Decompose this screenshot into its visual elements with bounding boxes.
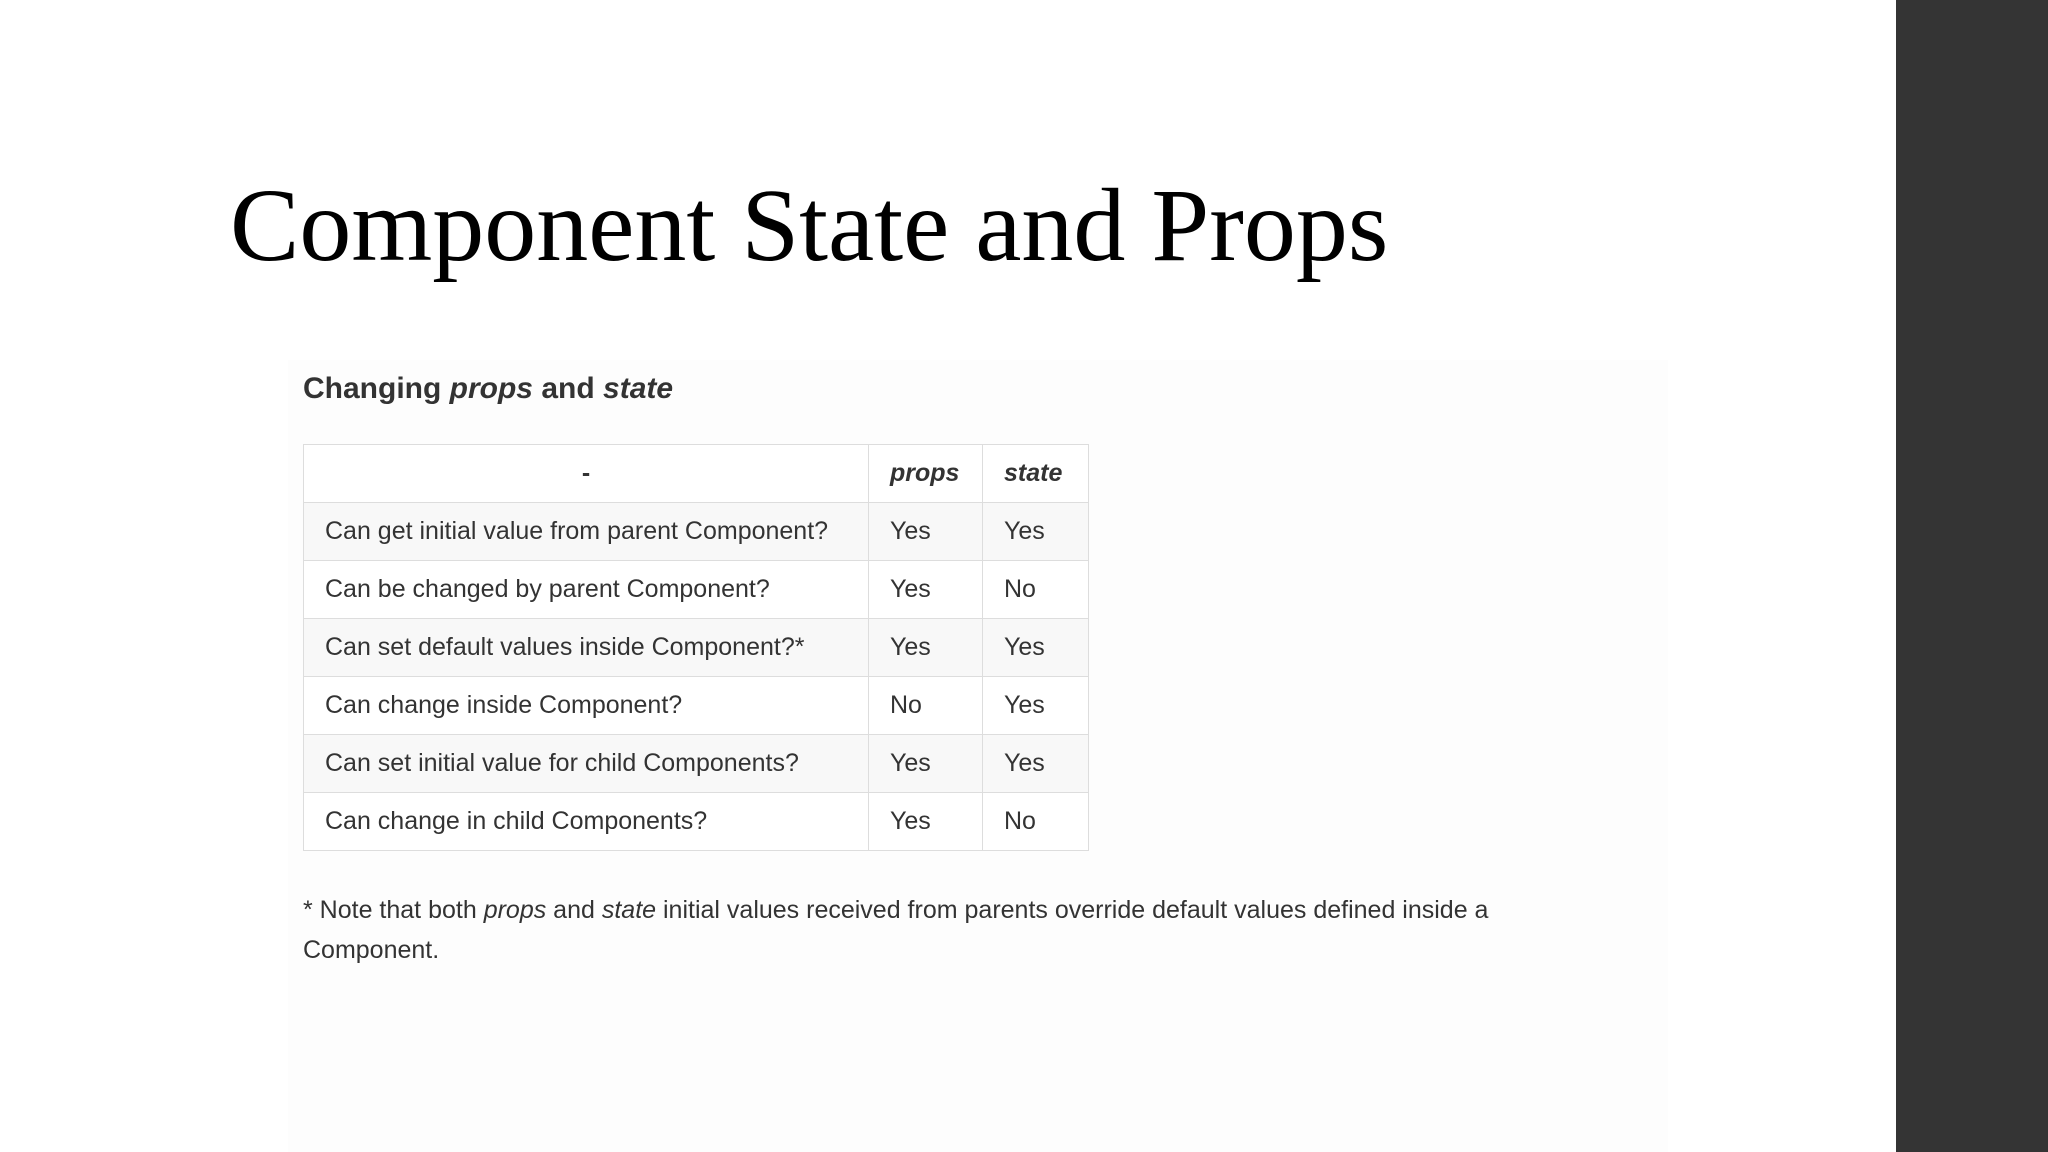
slide-sidebar-bar: [1896, 0, 2048, 1152]
header-feature: -: [304, 445, 869, 503]
table-row: [304, 619, 1089, 677]
embedded-content-image: [288, 360, 1668, 1152]
cell-state: Yes: [983, 619, 1089, 677]
header-state: state: [983, 445, 1089, 503]
cell-state: Yes: [983, 503, 1089, 561]
cell-props: Yes: [869, 503, 983, 561]
cell-props: Yes: [869, 793, 983, 851]
cell-feature: Can change in child Components?: [304, 793, 869, 851]
heading-prefix: Changing: [303, 372, 450, 405]
footnote: [303, 890, 1543, 970]
cell-feature: Can set default values inside Component?*: [304, 619, 869, 677]
header-props: props: [869, 445, 983, 503]
table-row: [304, 677, 1089, 735]
table-header-row: [304, 445, 1089, 503]
cell-props: Yes: [869, 735, 983, 793]
table-row: [304, 503, 1089, 561]
table-row: [304, 735, 1089, 793]
footnote-part1: * Note that both: [303, 896, 484, 924]
footnote-state: state: [601, 896, 657, 924]
heading-props: props: [449, 372, 533, 405]
footnote-part2: and: [546, 896, 602, 924]
cell-feature: Can be changed by parent Component?: [304, 561, 869, 619]
cell-props: Yes: [869, 561, 983, 619]
cell-props: No: [869, 677, 983, 735]
heading-state: state: [603, 372, 674, 405]
section-heading: [303, 372, 673, 406]
cell-state: No: [983, 793, 1089, 851]
slide-title: Component State and Props: [230, 168, 1389, 283]
footnote-props: props: [483, 896, 547, 924]
cell-feature: Can set initial value for child Components?: [304, 735, 869, 793]
cell-props: Yes: [869, 619, 983, 677]
cell-state: Yes: [983, 735, 1089, 793]
table-row: [304, 561, 1089, 619]
comparison-table: [303, 444, 1089, 851]
table-row: [304, 793, 1089, 851]
heading-middle: and: [533, 372, 604, 405]
cell-feature: Can get initial value from parent Component?: [304, 503, 869, 561]
cell-feature: Can change inside Component?: [304, 677, 869, 735]
footnote-part3: initial values received from parents override default values defined inside a Component.: [303, 896, 1489, 964]
cell-state: No: [983, 561, 1089, 619]
cell-state: Yes: [983, 677, 1089, 735]
